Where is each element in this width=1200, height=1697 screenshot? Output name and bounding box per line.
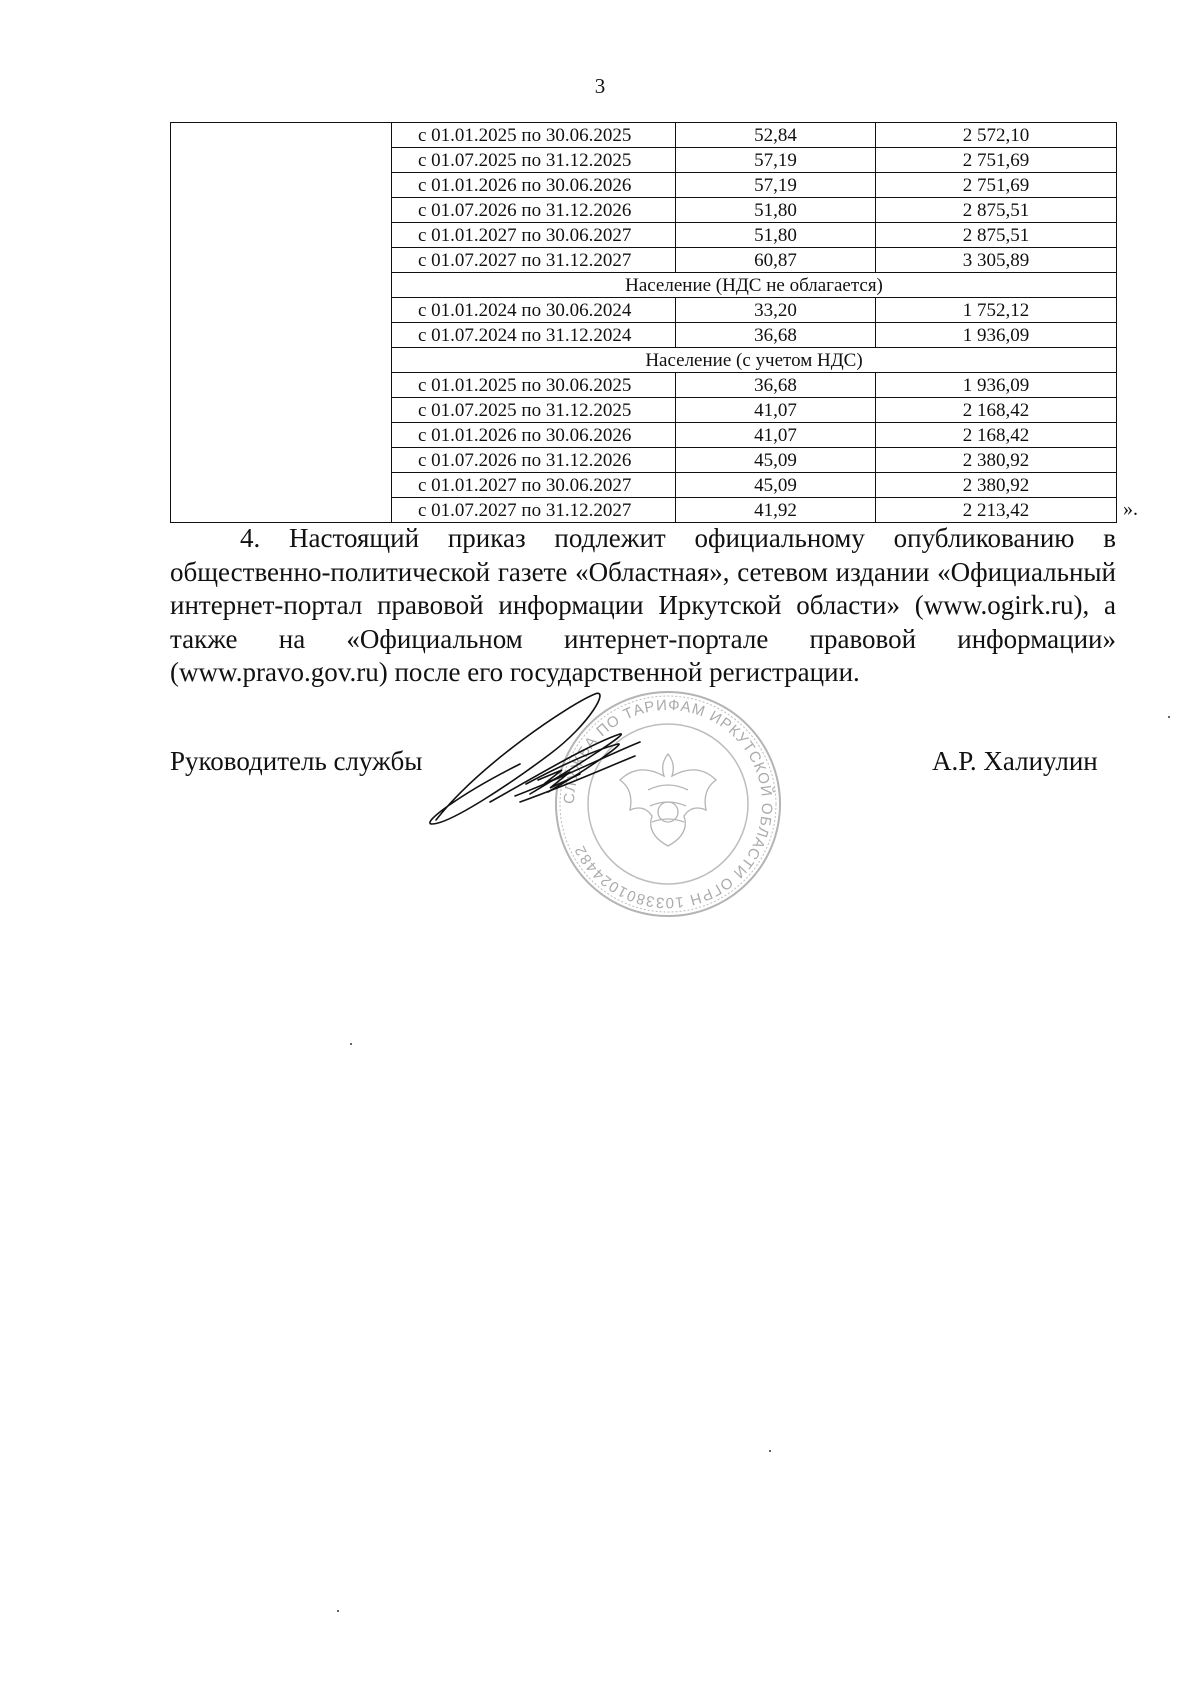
rate-cell: 45,09 (676, 473, 876, 498)
group-label: Население (НДС не облагается) (392, 273, 1117, 298)
period-cell: с 01.07.2027 по 31.12.2027 (392, 498, 676, 523)
rate-cell: 57,19 (676, 173, 876, 198)
period-cell: с 01.01.2025 по 30.06.2025 (392, 373, 676, 398)
table-blank-cell (171, 123, 392, 523)
amount-cell: 2 168,42 (876, 398, 1117, 423)
stamp-ring-text: СЛУЖБА ПО ТАРИФАМ ИРКУТСКОЙ ОБЛАСТИ ОГРН 1033801024482 (560, 696, 776, 912)
page-number: 3 (594, 74, 606, 98)
group-label: Население (с учетом НДС) (392, 348, 1117, 373)
period-cell: с 01.07.2025 по 31.12.2025 (392, 148, 676, 173)
period-cell: с 01.01.2024 по 30.06.2024 (392, 298, 676, 323)
rate-cell: 36,68 (676, 373, 876, 398)
amount-cell: 2 751,69 (876, 148, 1117, 173)
period-cell: с 01.07.2027 по 31.12.2027 (392, 248, 676, 273)
rate-cell: 41,92 (676, 498, 876, 523)
rate-cell: 60,87 (676, 248, 876, 273)
period-cell: с 01.01.2027 по 30.06.2027 (392, 473, 676, 498)
rate-cell: 36,68 (676, 323, 876, 348)
rate-cell: 41,07 (676, 398, 876, 423)
amount-cell: 2 572,10 (876, 123, 1117, 148)
rate-cell: 41,07 (676, 423, 876, 448)
period-cell: с 01.01.2026 по 30.06.2026 (392, 173, 676, 198)
signer-name: А.Р. Халиулин (932, 746, 1098, 776)
amount-cell: 2 875,51 (876, 223, 1117, 248)
amount-cell: 2 213,42 (876, 498, 1117, 523)
rate-cell: 51,80 (676, 198, 876, 223)
handwritten-signature (420, 684, 820, 924)
amount-cell: 2 751,69 (876, 173, 1117, 198)
closing-quote: ». (1123, 498, 1138, 520)
paragraph-4: 4. Настоящий приказ подлежит официальному опубликованию в общественно-политической газете «Областная», сетевом издании «Официальный интернет-портал правовой информации Иркутской области» (www.ogirk.ru), а также на «Официальном интернет-портале правовой информации» (www.pravo.gov.ru) после его государственной регистрации. (170, 523, 1116, 687)
amount-cell: 2 380,92 (876, 448, 1117, 473)
period-cell: с 01.01.2026 по 30.06.2026 (392, 423, 676, 448)
table-row (171, 123, 1117, 148)
period-cell: с 01.07.2026 по 31.12.2026 (392, 448, 676, 473)
rate-cell: 33,20 (676, 298, 876, 323)
rate-cell: 52,84 (676, 123, 876, 148)
period-cell: с 01.07.2025 по 31.12.2025 (392, 398, 676, 423)
amount-cell: 1 936,09 (876, 373, 1117, 398)
amount-cell: 2 875,51 (876, 198, 1117, 223)
signer-position: Руководитель службы (170, 746, 423, 776)
rate-cell: 45,09 (676, 448, 876, 473)
rate-cell: 57,19 (676, 148, 876, 173)
amount-cell: 1 752,12 (876, 298, 1117, 323)
tariff-table (170, 122, 1117, 523)
rate-cell: 51,80 (676, 223, 876, 248)
amount-cell: 1 936,09 (876, 323, 1117, 348)
period-cell: с 01.07.2026 по 31.12.2026 (392, 198, 676, 223)
amount-cell: 2 380,92 (876, 473, 1117, 498)
amount-cell: 3 305,89 (876, 248, 1117, 273)
period-cell: с 01.01.2025 по 30.06.2025 (392, 123, 676, 148)
period-cell: с 01.07.2024 по 31.12.2024 (392, 323, 676, 348)
period-cell: с 01.01.2027 по 30.06.2027 (392, 223, 676, 248)
amount-cell: 2 168,42 (876, 423, 1117, 448)
